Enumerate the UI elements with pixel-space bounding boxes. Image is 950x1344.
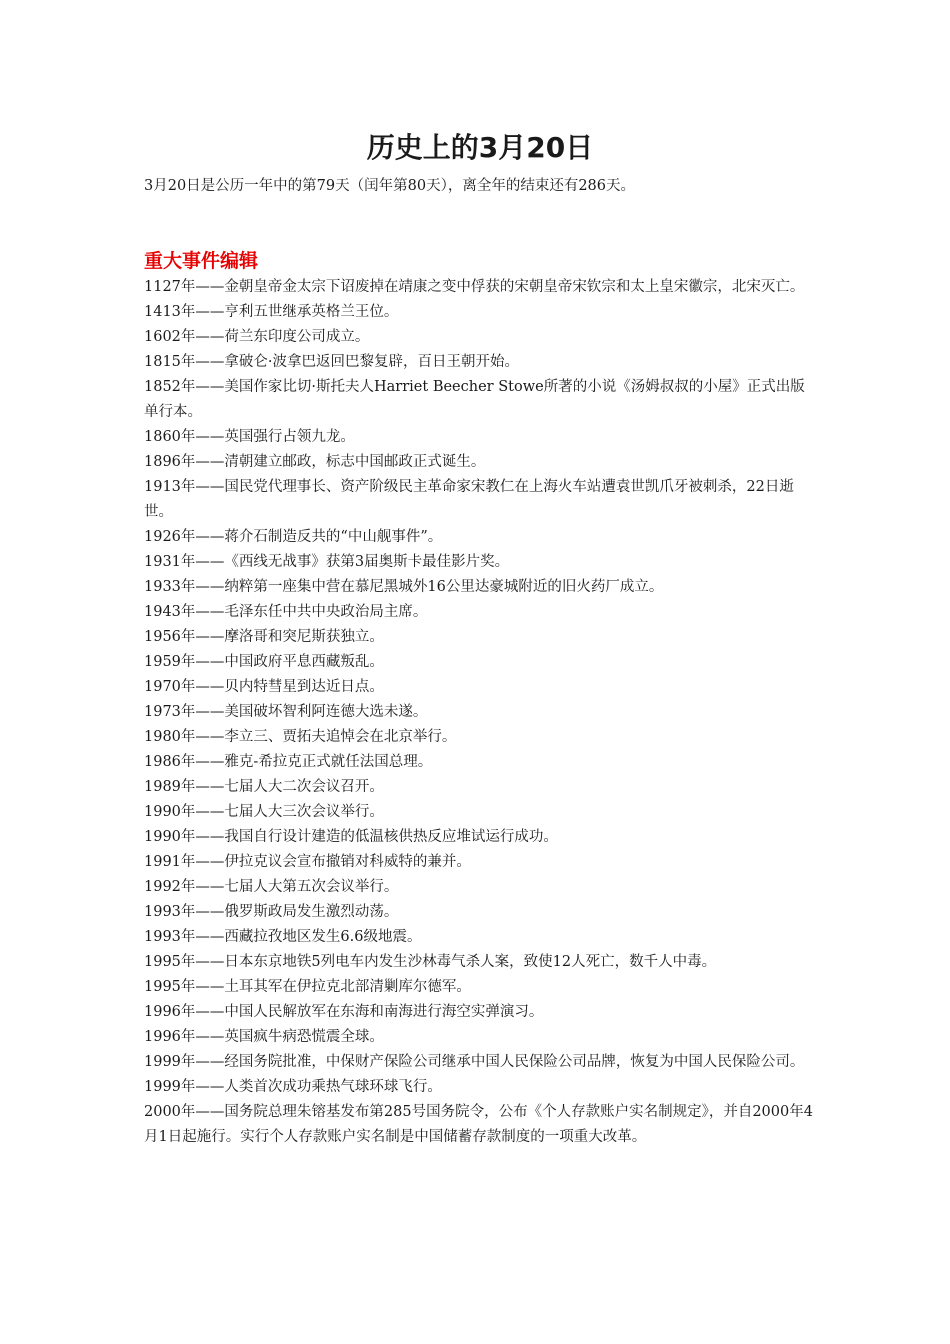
event-item: 1860年——英国强行占领九龙。 bbox=[144, 429, 355, 445]
event-item: 1980年——李立三、贾拓夫追悼会在北京举行。 bbox=[144, 729, 457, 745]
event-item: 1943年——毛泽东任中共中央政治局主席。 bbox=[144, 604, 428, 620]
event-item: 1852年——美国作家比切·斯托夫人Harriet Beecher Stowe所著的小说《汤姆叔叔的小屋》正式出版单行本。 bbox=[144, 379, 805, 420]
event-item: 1993年——西藏拉孜地区发生6.6级地震。 bbox=[144, 929, 422, 945]
event-item: 1999年——经国务院批准，中保财产保险公司继承中国人民保险公司品牌，恢复为中国人民保险公司。 bbox=[144, 1054, 805, 1070]
event-item: 1992年——七届人大第五次会议举行。 bbox=[144, 879, 399, 895]
event-item: 1602年——荷兰东印度公司成立。 bbox=[144, 329, 370, 345]
event-item: 1926年——蒋介石制造反共的“中山舰事件”。 bbox=[144, 529, 443, 545]
event-item: 1413年——亨利五世继承英格兰王位。 bbox=[144, 304, 399, 320]
event-item: 1995年——日本东京地铁5列电车内发生沙林毒气杀人案，致使12人死亡，数千人中毒。 bbox=[144, 954, 717, 970]
intro-paragraph: 3月20日是公历一年中的第79天（闰年第80天），离全年的结束还有286天。 bbox=[144, 178, 636, 194]
events-list bbox=[144, 275, 816, 1150]
event-item: 1127年——金朝皇帝金太宗下诏废掉在靖康之变中俘获的宋朝皇帝宋钦宗和太上皇宋徽宗，北宋灭亡。 bbox=[144, 279, 805, 295]
event-item: 1995年——土耳其军在伊拉克北部清剿库尔德军。 bbox=[144, 979, 471, 995]
event-item: 1973年——美国破坏智利阿连德大选未遂。 bbox=[144, 704, 428, 720]
event-item: 1931年——《西线无战事》获第3届奥斯卡最佳影片奖。 bbox=[144, 554, 510, 570]
page-title: 历史上的3月20日 bbox=[366, 131, 594, 164]
section-heading-major-events: 重大事件编辑 bbox=[144, 250, 259, 272]
event-item: 1959年——中国政府平息西藏叛乱。 bbox=[144, 654, 384, 670]
event-item: 1990年——七届人大三次会议举行。 bbox=[144, 804, 384, 820]
event-item: 1996年——英国疯牛病恐慌震全球。 bbox=[144, 1029, 384, 1045]
event-item: 1993年——俄罗斯政局发生激烈动荡。 bbox=[144, 904, 399, 920]
event-item: 1896年——清朝建立邮政，标志中国邮政正式诞生。 bbox=[144, 454, 486, 470]
event-item: 2000年——国务院总理朱镕基发布第285号国务院令，公布《个人存款账户实名制规定》，并自2000年4月1日起施行。实行个人存款账户实名制是中国储蓄存款制度的一项重大改革。 bbox=[144, 1104, 813, 1145]
event-item: 1991年——伊拉克议会宣布撤销对科威特的兼并。 bbox=[144, 854, 471, 870]
event-item: 1996年——中国人民解放军在东海和南海进行海空实弹演习。 bbox=[144, 1004, 544, 1020]
event-item: 1970年——贝内特彗星到达近日点。 bbox=[144, 679, 384, 695]
event-item: 1999年——人类首次成功乘热气球环球飞行。 bbox=[144, 1079, 442, 1095]
event-item: 1990年——我国自行设计建造的低温核供热反应堆试运行成功。 bbox=[144, 829, 558, 845]
event-item: 1913年——国民党代理事长、资产阶级民主革命家宋教仁在上海火车站遭袁世凯爪牙被刺杀，22日逝世。 bbox=[144, 479, 794, 520]
event-item: 1956年——摩洛哥和突尼斯获独立。 bbox=[144, 629, 384, 645]
event-item: 1933年——纳粹第一座集中营在慕尼黑城外16公里达豪城附近的旧火药厂成立。 bbox=[144, 579, 664, 595]
event-item: 1986年——雅克-希拉克正式就任法国总理。 bbox=[144, 754, 433, 770]
event-item: 1815年——拿破仑·波拿巴返回巴黎复辟，百日王朝开始。 bbox=[144, 354, 520, 370]
event-item: 1989年——七届人大二次会议召开。 bbox=[144, 779, 384, 795]
